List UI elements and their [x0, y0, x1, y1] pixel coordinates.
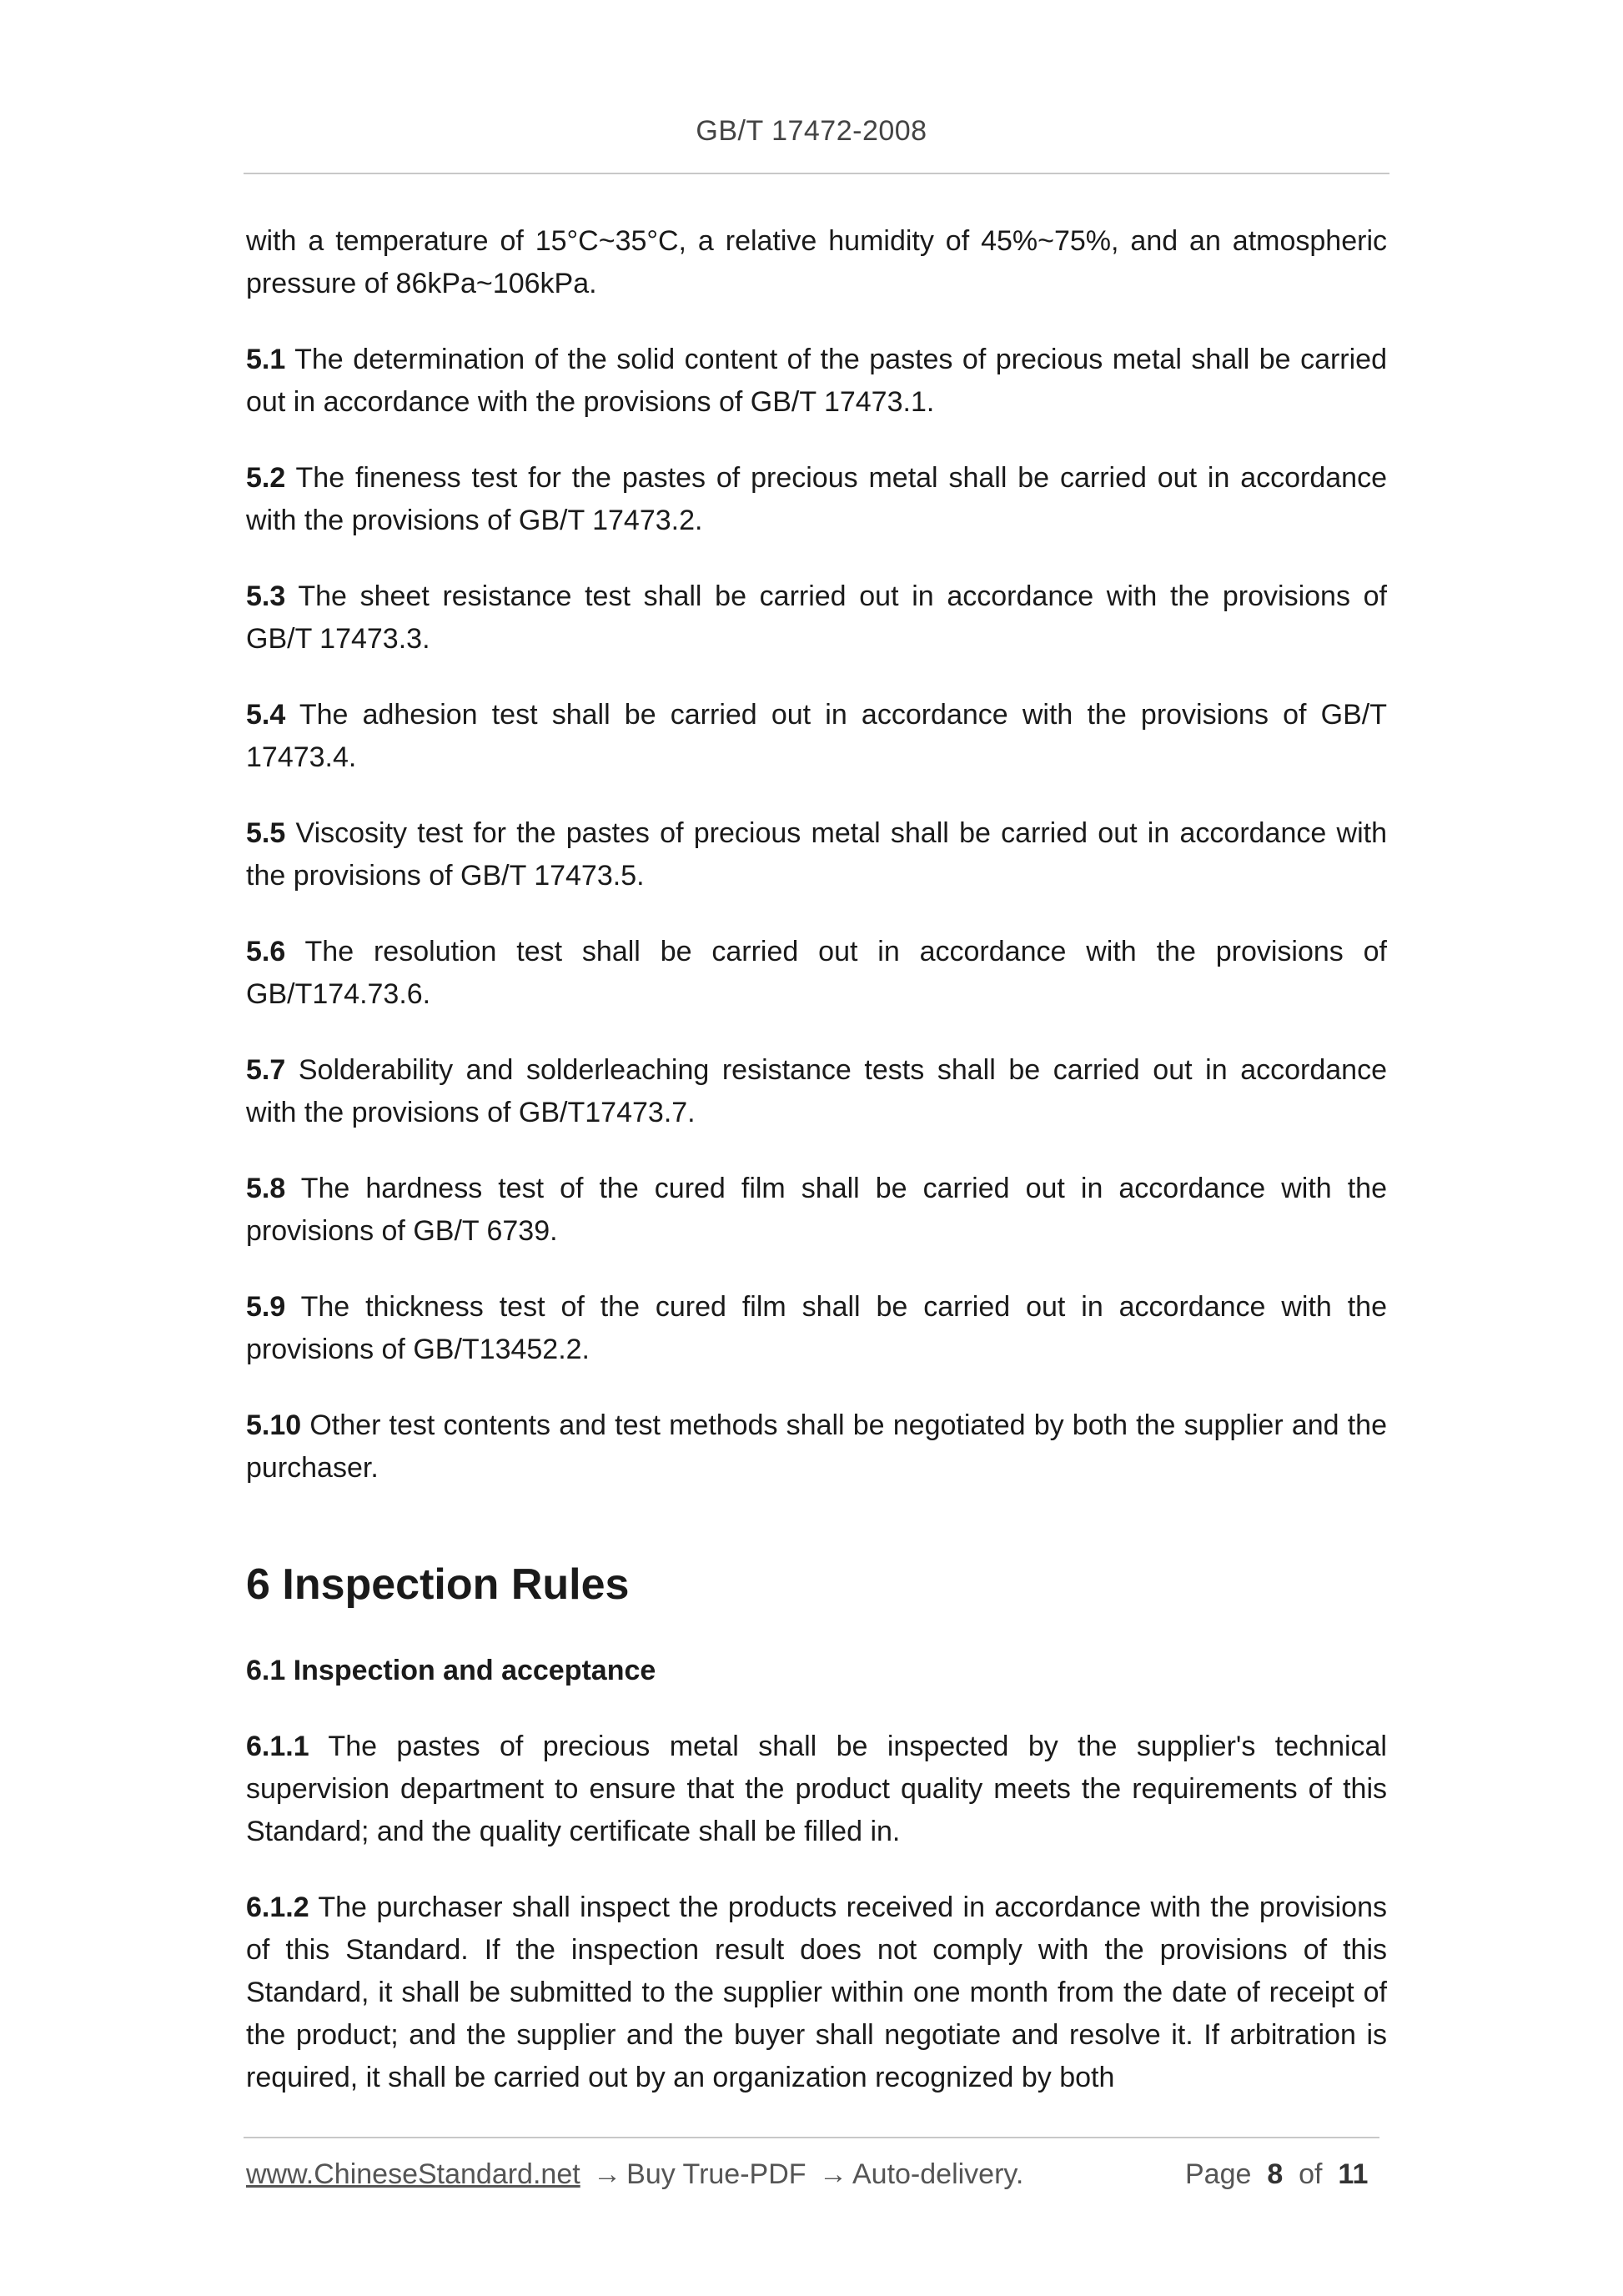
clause-text: The resolution test shall be carried out in accordance with the provisions of GB/T174.73.6. [246, 936, 1387, 1010]
document-body [246, 220, 1387, 2133]
website-link[interactable]: www.ChineseStandard.net [246, 2158, 580, 2190]
page-number [1185, 2158, 1368, 2191]
footer-divider [244, 2137, 1379, 2138]
clause-number: 5.5 [246, 817, 286, 849]
clause-number: 5.6 [246, 936, 286, 967]
clause-text: The thickness test of the cured film shall be carried out in accordance with the provisions of GB/T13452.2. [246, 1291, 1387, 1365]
page-current: 8 [1267, 2158, 1284, 2190]
clause-5-10 [246, 1404, 1387, 1490]
clause-6-1-2 [246, 1887, 1387, 2099]
clause-5-4 [246, 694, 1387, 779]
clause-number: 5.9 [246, 1291, 286, 1323]
clause-5-5 [246, 812, 1387, 897]
clause-text: The determination of the solid content of the pastes of precious metal shall be carried out in accordance with the provisions of GB/T 17473.1. [246, 344, 1387, 418]
clause-text: Other test contents and test methods shall be negotiated by both the supplier and the purchaser. [246, 1409, 1387, 1484]
clause-text: The purchaser shall inspect the products received in accordance with the provisions of this Standard. If the inspection result does not comply with the provisions of this Standard, it shall be submitted to the supplier within one month from the date of receipt of the product; and the supplier and the buyer shall negotiate and resolve it. If arbitration is required, it shall be carried out by an organization recognized by both [246, 1892, 1387, 2093]
clause-number: 5.2 [246, 462, 286, 494]
of-label: of [1299, 2158, 1323, 2190]
clause-number: 5.10 [246, 1409, 302, 1441]
clause-text: The fineness test for the pastes of precious metal shall be carried out in accordance with the provisions of GB/T 17473.2. [246, 462, 1387, 536]
clause-5-3 [246, 575, 1387, 661]
clause-number: 5.1 [246, 344, 286, 375]
clause-5-9 [246, 1286, 1387, 1371]
header-divider [244, 173, 1389, 174]
clause-5-2 [246, 457, 1387, 542]
delivery-text: Auto-delivery. [852, 2158, 1024, 2190]
buy-text: Buy True-PDF [626, 2158, 806, 2190]
clause-text: Solderability and solderleaching resistance tests shall be carried out in accordance with the provisions of GB/T17473.7. [246, 1054, 1387, 1128]
clause-text: The adhesion test shall be carried out in accordance with the provisions of GB/T 17473.4. [246, 699, 1387, 773]
arrow-right-icon: → [818, 2158, 847, 2190]
clause-number: 6.1.1 [246, 1731, 309, 1762]
page-total: 11 [1338, 2158, 1369, 2190]
clause-number: 5.8 [246, 1173, 286, 1204]
footer-promo [246, 2158, 1023, 2191]
page-header-title: GB/T 17472-2008 [696, 115, 927, 147]
page-label: Page [1185, 2158, 1252, 2190]
intro-paragraph: with a temperature of 15°C~35°C, a relative humidity of 45%~75%, and an atmospheric pressure of 86kPa~106kPa. [246, 225, 1387, 299]
clause-number: 5.7 [246, 1054, 286, 1086]
clause-5-7 [246, 1049, 1387, 1134]
clause-6-1-1 [246, 1726, 1387, 1853]
clause-text: Viscosity test for the pastes of precious metal shall be carried out in accordance with the provisions of GB/T 17473.5. [246, 817, 1387, 892]
section-heading: 6 Inspection Rules [246, 1560, 630, 1609]
clause-number: 6.1.2 [246, 1892, 309, 1923]
clause-5-1 [246, 339, 1387, 424]
arrow-right-icon: → [593, 2158, 622, 2190]
clause-text: The sheet resistance test shall be carried out in accordance with the provisions of GB/T 17473.3. [246, 580, 1387, 655]
clause-5-8 [246, 1168, 1387, 1253]
clause-text: The hardness test of the cured film shall be carried out in accordance with the provisions of GB/T 6739. [246, 1173, 1387, 1247]
clause-5-6 [246, 931, 1387, 1016]
clause-number: 5.4 [246, 699, 286, 731]
sub-heading: 6.1 Inspection and acceptance [246, 1655, 656, 1686]
clause-number: 5.3 [246, 580, 286, 612]
clause-text: The pastes of precious metal shall be inspected by the supplier's technical supervision department to ensure that the product quality meets the requirements of this Standard; and the quality certificate shall be filled in. [246, 1731, 1387, 1847]
